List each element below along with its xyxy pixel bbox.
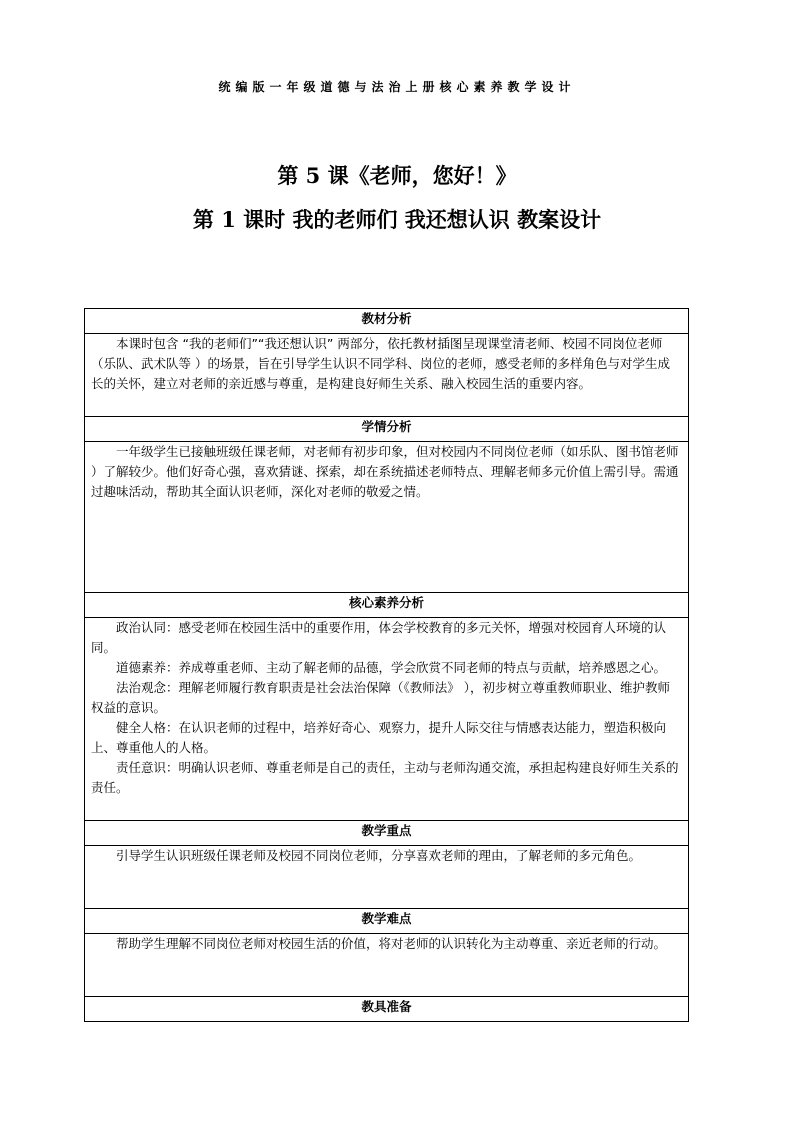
lesson-subtitle: 第 1 课时 我的老师们 我还想认识 教案设计 xyxy=(192,207,602,232)
document-header: 统编版一年级道德与法治上册核心素养教学设计 xyxy=(218,80,576,94)
paragraph: 本课时包含 “我的老师们”“我还想认识” 两部分，依托教材插图呈现课堂清老师、校园不同岗位老师（乐队、武术队等 ）的场景，旨在引导学生认识不同学科、岗位的老师，感受老师的多样角色与对学生成长的关怀，建立对老师的亲近感与尊重，是构建良好师生关系、融入校园生活的重要内容。 xyxy=(91,336,670,391)
paragraph: 政治认同：感受老师在校园生活中的重要作用，体会学校教育的多元关怀，增强对校园育人环境的认同。 xyxy=(91,620,667,655)
paragraph: 责任意识：明确认识老师、尊重老师是自己的责任，主动与老师沟通交流，承担起构建良好师生关系的责任。 xyxy=(91,760,679,795)
paragraph: 引导学生认识班级任课老师及校园不同岗位老师，分享喜欢老师的理由，了解老师的多元角色。 xyxy=(116,848,642,863)
materials-heading: 教具准备 xyxy=(85,997,689,1022)
textbook-analysis-body xyxy=(85,334,689,417)
difficulties-heading: 教学难点 xyxy=(85,909,689,934)
paragraph: 一年级学生已接触班级任课老师，对老师有初步印象，但对校园内不同岗位老师（如乐队、图书馆老师 ）了解较少。他们好奇心强，喜欢猜谜、探索，却在系统描述老师特点、理解老师多元价值上需引导。需通过趣味活动，帮助其全面认识老师，深化对老师的敬爱之情。 xyxy=(91,444,679,499)
student-analysis-heading: 学情分析 xyxy=(85,417,689,442)
core-literacy-heading: 核心素养分析 xyxy=(85,593,689,618)
paragraph: 帮助学生理解不同岗位老师对校园生活的价值，将对老师的认识转化为主动尊重、亲近老师的行动。 xyxy=(116,936,667,951)
core-literacy-body xyxy=(85,618,689,821)
paragraph: 健全人格：在认识老师的过程中，培养好奇心、观察力，提升人际交往与情感表达能力，塑造积极向上、尊重他人的人格。 xyxy=(91,720,667,755)
paragraph: 道德素养：养成尊重老师、主动了解老师的品德，学会欣赏不同老师的特点与贡献，培养感恩之心。 xyxy=(116,660,667,675)
textbook-analysis-heading: 教材分析 xyxy=(85,309,689,334)
key-points-heading: 教学重点 xyxy=(85,821,689,846)
student-analysis-body xyxy=(85,442,689,593)
difficulties-body xyxy=(85,934,689,997)
lesson-title: 第 5 课《老师，您好！》 xyxy=(277,163,517,188)
lesson-plan-table xyxy=(84,308,689,1022)
key-points-body xyxy=(85,846,689,909)
paragraph: 法治观念：理解老师履行教育职责是社会法治保障（《教师法》 ），初步树立尊重教师职业、维护教师权益的意识。 xyxy=(91,680,670,715)
